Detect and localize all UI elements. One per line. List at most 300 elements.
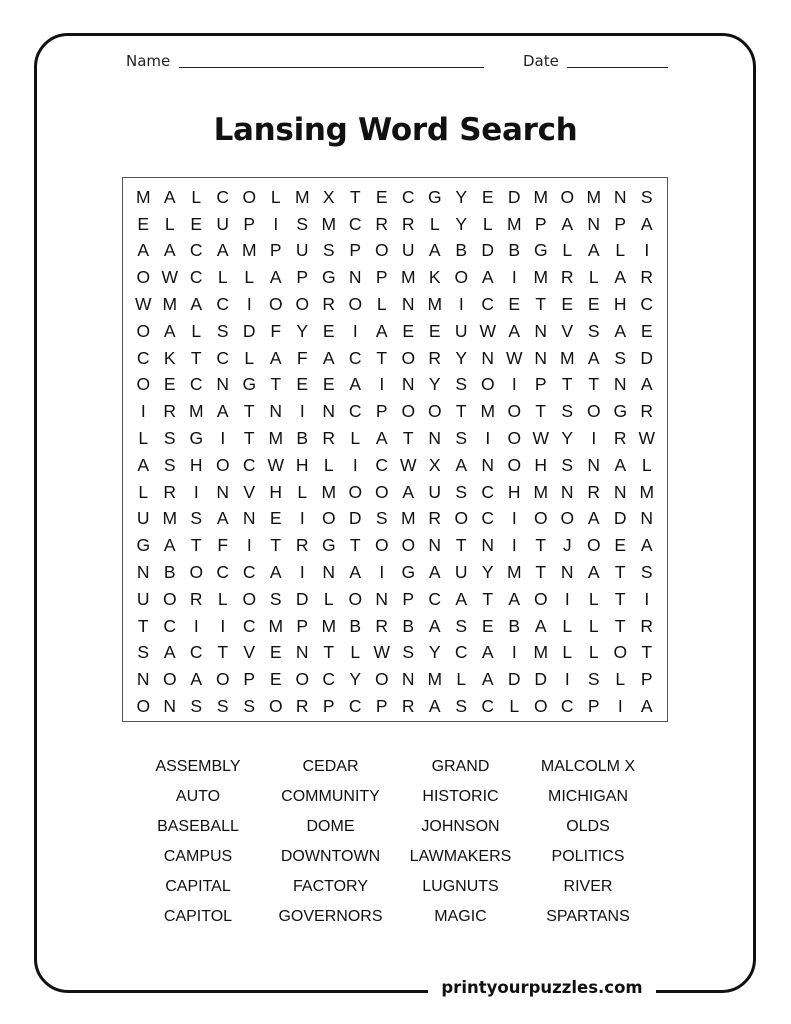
grid-letter: L	[615, 669, 626, 690]
grid-letter: S	[216, 320, 229, 341]
grid-letter: I	[379, 562, 385, 583]
grid-letter: I	[511, 642, 517, 663]
grid-letter: G	[321, 535, 336, 556]
grid-letter: A	[561, 213, 574, 234]
grid-letter: O	[586, 401, 601, 422]
grid-letter: B	[296, 428, 309, 449]
grid-letter: E	[402, 320, 415, 341]
grid-letter: L	[429, 213, 440, 234]
grid-letter: R	[613, 428, 627, 449]
grid-letter: C	[560, 696, 574, 717]
grid-letter: K	[163, 347, 176, 368]
grid-letter: M	[533, 186, 549, 207]
grid-letter: N	[401, 669, 415, 690]
word-list-item: CAPITAL	[165, 878, 231, 895]
grid-letter: A	[269, 347, 282, 368]
grid-letter: W	[505, 347, 523, 368]
grid-letter: M	[162, 294, 178, 315]
grid-letter: M	[533, 642, 549, 663]
word-list-item: POLITICS	[551, 848, 625, 865]
grid-letter: M	[480, 401, 496, 422]
grid-letter: S	[561, 401, 574, 422]
grid-letter: H	[269, 481, 283, 502]
grid-letter: F	[217, 535, 229, 556]
grid-letter: O	[586, 535, 601, 556]
grid-letter: C	[163, 615, 177, 636]
grid-row	[130, 345, 660, 372]
grid-letter: O	[321, 508, 336, 529]
grid-letter: P	[296, 615, 309, 636]
grid-letter: T	[455, 401, 467, 422]
grid-letter: A	[137, 454, 150, 475]
grid-letter: C	[189, 642, 203, 663]
grid-letter: P	[349, 240, 362, 261]
grid-letter: N	[295, 642, 309, 663]
grid-letter: A	[508, 320, 521, 341]
grid-letter: T	[349, 186, 361, 207]
grid-letter: S	[561, 454, 574, 475]
grid-letter: Y	[455, 186, 468, 207]
grid-letter: L	[323, 588, 334, 609]
grid-letter: L	[323, 454, 334, 475]
grid-letter: T	[482, 588, 494, 609]
grid-letter: B	[508, 240, 521, 261]
grid-letter: A	[455, 454, 468, 475]
grid-letter: A	[640, 696, 653, 717]
grid-letter: I	[511, 267, 517, 288]
grid-letter: I	[564, 669, 570, 690]
grid-letter: A	[402, 481, 415, 502]
grid-letter: D	[242, 320, 256, 341]
grid-letter: T	[588, 374, 600, 395]
grid-letter: D	[613, 508, 627, 529]
grid-letter: O	[401, 401, 416, 422]
grid-letter: L	[588, 615, 599, 636]
grid-letter: A	[640, 213, 653, 234]
grid-letter: S	[587, 320, 600, 341]
grid-letter: A	[163, 642, 176, 663]
grid-letter: W	[638, 428, 656, 449]
grid-row	[130, 693, 660, 720]
grid-letter: O	[348, 294, 363, 315]
grid-letter: P	[375, 267, 388, 288]
grid-row	[130, 613, 660, 640]
grid-letter: E	[190, 213, 203, 234]
grid-letter: O	[268, 294, 283, 315]
grid-letter: B	[508, 615, 521, 636]
grid-letter: W	[161, 267, 179, 288]
grid-row	[130, 452, 660, 479]
grid-letter: N	[613, 481, 627, 502]
grid-letter: A	[428, 562, 441, 583]
grid-letter: C	[348, 347, 362, 368]
grid-letter: L	[138, 481, 149, 502]
grid-letter: I	[299, 401, 305, 422]
grid-row	[130, 211, 660, 238]
grid-letter: O	[162, 669, 177, 690]
word-list-item: JOHNSON	[421, 818, 500, 835]
grid-letter: O	[480, 374, 495, 395]
grid-letter: C	[428, 588, 442, 609]
grid-letter: L	[350, 642, 361, 663]
grid-letter: W	[373, 642, 391, 663]
grid-letter: C	[216, 186, 230, 207]
grid-letter: Y	[455, 213, 468, 234]
grid-letter: R	[322, 428, 336, 449]
grid-row	[130, 238, 660, 265]
grid-letter: L	[217, 267, 228, 288]
grid-letter: O	[401, 535, 416, 556]
grid-letter: D	[348, 508, 362, 529]
grid-letter: C	[348, 213, 362, 234]
grid-letter: O	[162, 588, 177, 609]
grid-letter: L	[562, 240, 573, 261]
grid-letter: O	[507, 454, 522, 475]
grid-letter: P	[243, 213, 256, 234]
grid-letter: A	[375, 428, 388, 449]
grid-letter: I	[591, 428, 597, 449]
grid-letter: S	[243, 696, 256, 717]
grid-letter: U	[136, 588, 150, 609]
grid-letter: E	[296, 374, 309, 395]
grid-letter: L	[588, 642, 599, 663]
grid-letter: A	[587, 508, 600, 529]
grid-letter: G	[242, 374, 257, 395]
grid-letter: E	[481, 186, 494, 207]
grid-letter: E	[163, 374, 176, 395]
grid-letter: X	[322, 186, 335, 207]
grid-letter: C	[348, 696, 362, 717]
grid-letter: H	[507, 481, 521, 502]
grid-letter: U	[454, 562, 468, 583]
grid-letter: S	[269, 588, 282, 609]
date-label: Date	[523, 52, 559, 70]
grid-letter: M	[427, 669, 443, 690]
grid-letter: P	[587, 696, 600, 717]
grid-letter: M	[241, 240, 257, 261]
grid-letter: T	[243, 428, 255, 449]
grid-letter: O	[401, 347, 416, 368]
grid-letter: O	[374, 669, 389, 690]
grid-letter: I	[352, 454, 358, 475]
grid-letter: O	[533, 696, 548, 717]
page-title: Lansing Word Search	[213, 112, 578, 148]
grid-letter: W	[532, 428, 550, 449]
grid-letter: K	[428, 267, 441, 288]
grid-letter: S	[296, 213, 309, 234]
grid-letter: R	[322, 294, 336, 315]
grid-letter: S	[402, 642, 415, 663]
grid-letter: M	[400, 508, 416, 529]
grid-letter: O	[507, 428, 522, 449]
grid-letter: M	[321, 481, 337, 502]
letter-grid	[130, 184, 660, 720]
grid-letter: L	[615, 240, 626, 261]
grid-letter: I	[220, 615, 226, 636]
name-line	[179, 67, 484, 68]
word-list-item: OLDS	[566, 818, 610, 835]
grid-letter: E	[640, 320, 653, 341]
grid-letter: A	[587, 347, 600, 368]
word-list-item: RIVER	[563, 878, 613, 895]
grid-letter: L	[217, 588, 228, 609]
grid-letter: Y	[455, 347, 468, 368]
grid-letter: A	[508, 588, 521, 609]
grid-letter: T	[535, 294, 547, 315]
grid-letter: M	[533, 481, 549, 502]
grid-letter: S	[455, 374, 468, 395]
grid-letter: O	[533, 508, 548, 529]
grid-letter: V	[243, 481, 256, 502]
grid-letter: A	[216, 240, 229, 261]
grid-letter: E	[428, 320, 441, 341]
grid-letter: M	[533, 267, 549, 288]
grid-letter: Y	[428, 374, 441, 395]
grid-letter: G	[427, 186, 442, 207]
footer-site: printyourpuzzles.com	[428, 975, 656, 1001]
word-list-item: MALCOLM X	[540, 758, 636, 775]
grid-letter: U	[216, 213, 230, 234]
grid-letter: X	[428, 454, 441, 475]
grid-letter: H	[534, 454, 548, 475]
grid-letter: I	[193, 615, 199, 636]
grid-letter: T	[349, 535, 361, 556]
grid-letter: N	[481, 454, 495, 475]
grid-row	[130, 184, 660, 211]
grid-letter: L	[562, 615, 573, 636]
grid-letter: C	[242, 615, 256, 636]
grid-letter: M	[506, 213, 522, 234]
grid-letter: A	[269, 562, 282, 583]
grid-row	[130, 559, 660, 586]
grid-letter: A	[428, 696, 441, 717]
grid-letter: S	[190, 696, 203, 717]
grid-letter: G	[321, 267, 336, 288]
grid-letter: R	[640, 615, 654, 636]
word-list-item: GOVERNORS	[278, 908, 383, 925]
grid-letter: A	[614, 454, 627, 475]
grid-row	[130, 425, 660, 452]
grid-letter: V	[243, 642, 256, 663]
grid-letter: M	[559, 347, 575, 368]
grid-letter: J	[562, 535, 572, 556]
grid-letter: C	[481, 294, 495, 315]
grid-letter: E	[322, 374, 335, 395]
grid-letter: M	[135, 186, 151, 207]
grid-letter: I	[299, 562, 305, 583]
grid-letter: P	[375, 401, 388, 422]
grid-letter: A	[216, 508, 229, 529]
grid-letter: N	[401, 374, 415, 395]
date-line	[567, 67, 668, 68]
word-list-item: AUTO	[175, 788, 221, 805]
grid-letter: H	[295, 454, 309, 475]
grid-letter: T	[270, 374, 282, 395]
grid-letter: E	[137, 213, 150, 234]
grid-letter: S	[455, 696, 468, 717]
grid-letter: S	[640, 186, 653, 207]
grid-letter: O	[427, 401, 442, 422]
grid-letter: T	[402, 428, 414, 449]
grid-letter: R	[560, 267, 574, 288]
grid-letter: A	[428, 240, 441, 261]
grid-letter: R	[401, 213, 415, 234]
grid-letter: L	[509, 696, 520, 717]
grid-letter: R	[189, 588, 203, 609]
grid-letter: R	[375, 213, 389, 234]
grid-letter: N	[534, 347, 548, 368]
grid-letter: T	[561, 374, 573, 395]
grid-letter: I	[379, 374, 385, 395]
grid-letter: I	[352, 320, 358, 341]
grid-letter: R	[428, 347, 442, 368]
grid-letter: T	[270, 535, 282, 556]
grid-letter: E	[614, 535, 627, 556]
grid-letter: S	[322, 240, 335, 261]
grid-letter: C	[640, 294, 654, 315]
grid-letter: A	[190, 294, 203, 315]
grid-letter: O	[374, 535, 389, 556]
grid-letter: N	[348, 267, 362, 288]
grid-letter: H	[613, 294, 627, 315]
grid-letter: N	[640, 508, 654, 529]
grid-letter: N	[375, 588, 389, 609]
grid-letter: M	[294, 186, 310, 207]
grid-letter: T	[376, 347, 388, 368]
grid-letter: L	[244, 267, 255, 288]
grid-letter: E	[481, 615, 494, 636]
grid-letter: E	[269, 642, 282, 663]
grid-row	[130, 264, 660, 291]
grid-letter: S	[163, 428, 176, 449]
grid-letter: B	[402, 615, 415, 636]
grid-letter: A	[163, 320, 176, 341]
grid-letter: S	[614, 347, 627, 368]
grid-letter: I	[246, 535, 252, 556]
grid-letter: Y	[349, 669, 362, 690]
word-list-item: BASEBALL	[157, 818, 239, 835]
word-list-item: CEDAR	[302, 758, 359, 775]
grid-letter: A	[163, 186, 176, 207]
grid-letter: I	[458, 294, 464, 315]
grid-letter: A	[481, 642, 494, 663]
grid-letter: N	[428, 428, 442, 449]
grid-letter: O	[215, 669, 230, 690]
grid-letter: T	[641, 642, 653, 663]
grid-letter: D	[534, 669, 548, 690]
grid-letter: A	[349, 374, 362, 395]
grid-letter: V	[561, 320, 574, 341]
grid-letter: I	[511, 508, 517, 529]
grid-letter: S	[455, 481, 468, 502]
grid-letter: W	[134, 294, 152, 315]
grid-letter: A	[137, 240, 150, 261]
word-list-item: DOWNTOWN	[280, 848, 381, 865]
grid-letter: C	[401, 186, 415, 207]
grid-letter: T	[323, 642, 335, 663]
grid-letter: M	[268, 428, 284, 449]
grid-letter: N	[587, 454, 601, 475]
grid-letter: N	[242, 508, 256, 529]
grid-letter: T	[614, 562, 626, 583]
grid-letter: A	[640, 535, 653, 556]
grid-letter: O	[374, 240, 389, 261]
grid-letter: P	[296, 267, 309, 288]
grid-letter: T	[217, 642, 229, 663]
grid-letter: I	[485, 428, 491, 449]
grid-letter: I	[617, 696, 623, 717]
grid-letter: E	[269, 669, 282, 690]
grid-letter: I	[644, 240, 650, 261]
word-list-item: CAMPUS	[163, 848, 233, 865]
grid-letter: N	[401, 294, 415, 315]
grid-letter: B	[163, 562, 176, 583]
grid-letter: N	[163, 696, 177, 717]
grid-letter: D	[640, 347, 654, 368]
word-list-item: MAGIC	[434, 908, 487, 925]
grid-letter: N	[216, 481, 230, 502]
grid-letter: O	[242, 186, 257, 207]
grid-letter: N	[587, 213, 601, 234]
grid-letter: E	[587, 294, 600, 315]
grid-letter: T	[535, 401, 547, 422]
grid-letter: I	[246, 294, 252, 315]
grid-letter: N	[322, 401, 336, 422]
grid-letter: R	[375, 615, 389, 636]
grid-letter: H	[189, 454, 203, 475]
grid-letter: G	[189, 428, 204, 449]
grid-letter: S	[455, 615, 468, 636]
word-list-item: DOME	[306, 818, 355, 835]
grid-letter: O	[348, 588, 363, 609]
grid-letter: L	[270, 186, 281, 207]
grid-letter: A	[428, 615, 441, 636]
grid-letter: S	[137, 642, 150, 663]
grid-letter: W	[399, 454, 417, 475]
grid-row	[130, 532, 660, 559]
grid-letter: O	[560, 508, 575, 529]
grid-letter: I	[193, 481, 199, 502]
word-list-item: LUGNUTS	[422, 878, 499, 895]
grid-letter: S	[587, 669, 600, 690]
grid-letter: G	[401, 562, 416, 583]
grid-letter: I	[220, 428, 226, 449]
grid-letter: L	[376, 294, 387, 315]
grid-letter: O	[136, 320, 151, 341]
grid-letter: L	[482, 213, 493, 234]
grid-letter: I	[299, 508, 305, 529]
grid-letter: M	[162, 508, 178, 529]
grid-letter: C	[216, 562, 230, 583]
grid-row	[130, 666, 660, 693]
grid-row	[130, 506, 660, 533]
grid-letter: R	[401, 696, 415, 717]
grid-letter: G	[533, 240, 548, 261]
grid-letter: L	[456, 669, 467, 690]
grid-letter: L	[138, 428, 149, 449]
grid-letter: O	[215, 454, 230, 475]
grid-row	[130, 291, 660, 318]
word-list-item: SPARTANS	[546, 908, 630, 925]
grid-letter: U	[136, 508, 150, 529]
grid-letter: C	[216, 347, 230, 368]
grid-letter: W	[479, 320, 497, 341]
grid-letter: A	[349, 562, 362, 583]
grid-letter: U	[454, 320, 468, 341]
grid-letter: A	[163, 535, 176, 556]
grid-letter: O	[136, 696, 151, 717]
grid-letter: N	[216, 374, 230, 395]
